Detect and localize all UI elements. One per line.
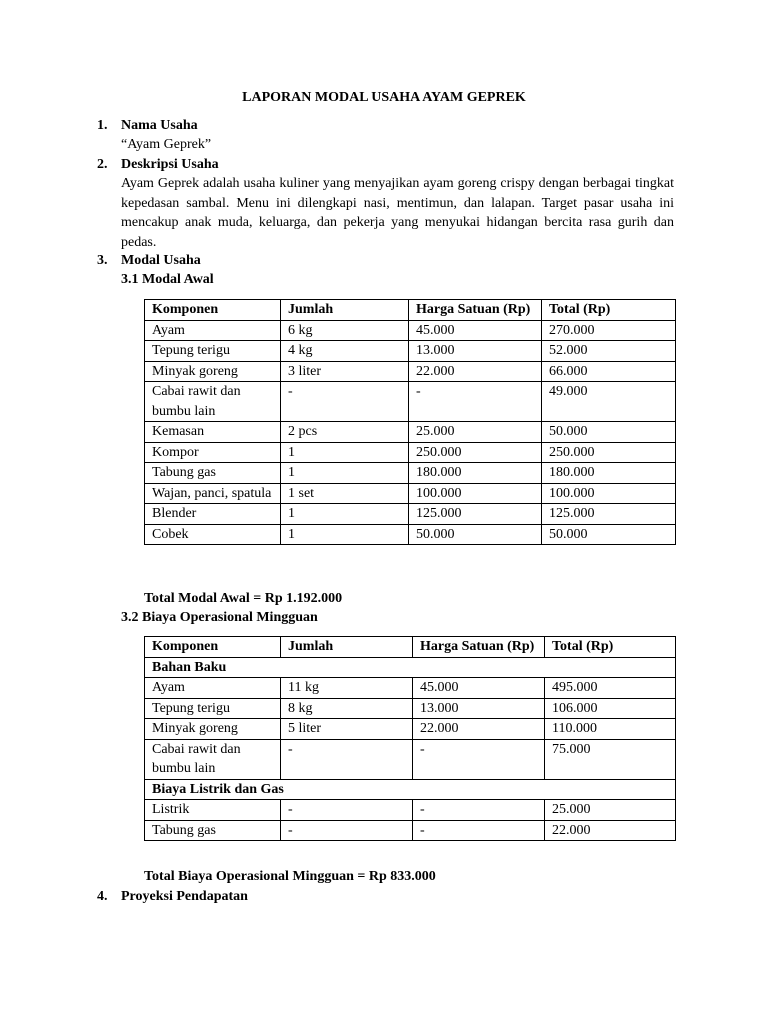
table-row — [145, 820, 676, 841]
cell-komponen: Tepung terigu — [145, 698, 281, 719]
table-row — [145, 504, 676, 525]
column-header-harga-satuan: Harga Satuan (Rp) — [413, 637, 545, 658]
cell-total: 250.000 — [542, 442, 676, 463]
document-title: LAPORAN MODAL USAHA AYAM GEPREK — [242, 90, 526, 105]
cell-jumlah: 3 liter — [281, 361, 409, 382]
table-header-row — [145, 300, 676, 321]
cell-komponen: Blender — [145, 504, 281, 525]
cell-komponen: Minyak goreng — [145, 719, 281, 740]
cell-komponen: Tabung gas — [145, 463, 281, 484]
cell-total: 180.000 — [542, 463, 676, 484]
cell-komponen: Cabai rawit dan bumbu lain — [145, 382, 281, 422]
section-number-2: 2. — [97, 157, 108, 172]
cell-total: 52.000 — [542, 341, 676, 362]
total-modal-awal: Total Modal Awal = Rp 1.192.000 — [144, 591, 343, 606]
cell-jumlah: 11 kg — [281, 678, 413, 699]
modal-awal-table — [144, 299, 676, 545]
cell-komponen: Minyak goreng — [145, 361, 281, 382]
table-row — [145, 361, 676, 382]
cell-komponen: Ayam — [145, 678, 281, 699]
cell-harga-satuan: 22.000 — [413, 719, 545, 740]
table-row — [145, 483, 676, 504]
table-row — [145, 678, 676, 699]
table-row — [145, 698, 676, 719]
cell-harga-satuan: - — [413, 739, 545, 779]
table-row — [145, 463, 676, 484]
cell-harga-satuan: - — [413, 820, 545, 841]
cell-jumlah: 1 — [281, 504, 409, 525]
cell-total: 100.000 — [542, 483, 676, 504]
table-row — [145, 524, 676, 545]
column-header-total: Total (Rp) — [545, 637, 676, 658]
table-row — [145, 442, 676, 463]
cell-total: 66.000 — [542, 361, 676, 382]
cell-jumlah: 1 — [281, 442, 409, 463]
subsection-heading-biaya-operasional: 3.2 Biaya Operasional Mingguan — [121, 610, 318, 625]
cell-harga-satuan: 22.000 — [409, 361, 542, 382]
subsection-heading-modal-awal: 3.1 Modal Awal — [121, 272, 214, 287]
group-label-bahan-baku: Bahan Baku — [145, 657, 676, 678]
cell-total: 50.000 — [542, 524, 676, 545]
cell-total: 270.000 — [542, 320, 676, 341]
cell-harga-satuan: 13.000 — [413, 698, 545, 719]
cell-jumlah: 1 — [281, 524, 409, 545]
cell-komponen: Cabai rawit dan bumbu lain — [145, 739, 281, 779]
table-header-row — [145, 637, 676, 658]
column-header-jumlah: Jumlah — [281, 637, 413, 658]
cell-total: 110.000 — [545, 719, 676, 740]
cell-harga-satuan: 13.000 — [409, 341, 542, 362]
cell-komponen: Kompor — [145, 442, 281, 463]
section-number-4: 4. — [97, 889, 108, 904]
total-biaya-operasional: Total Biaya Operasional Mingguan = Rp 833.000 — [144, 869, 436, 884]
cell-jumlah: 8 kg — [281, 698, 413, 719]
cell-jumlah: 5 liter — [281, 719, 413, 740]
cell-komponen: Cobek — [145, 524, 281, 545]
cell-total: 25.000 — [545, 800, 676, 821]
cell-total: 495.000 — [545, 678, 676, 699]
section-number-3: 3. — [97, 253, 108, 268]
column-header-komponen: Komponen — [145, 637, 281, 658]
cell-total: 22.000 — [545, 820, 676, 841]
table-row — [145, 341, 676, 362]
cell-komponen: Listrik — [145, 800, 281, 821]
biaya-operasional-table — [144, 636, 676, 841]
section-heading-nama-usaha: Nama Usaha — [121, 118, 198, 133]
cell-harga-satuan: 25.000 — [409, 422, 542, 443]
section-heading-proyeksi-pendapatan: Proyeksi Pendapatan — [121, 889, 248, 904]
cell-total: 106.000 — [545, 698, 676, 719]
cell-harga-satuan: 180.000 — [409, 463, 542, 484]
section-heading-deskripsi-usaha: Deskripsi Usaha — [121, 157, 219, 172]
cell-total: 75.000 — [545, 739, 676, 779]
cell-harga-satuan: - — [413, 800, 545, 821]
column-header-jumlah: Jumlah — [281, 300, 409, 321]
cell-komponen: Wajan, panci, spatula — [145, 483, 281, 504]
business-name-value: “Ayam Geprek” — [121, 137, 212, 152]
cell-jumlah: 4 kg — [281, 341, 409, 362]
table-row — [145, 320, 676, 341]
cell-total: 50.000 — [542, 422, 676, 443]
group-row-listrik-gas — [145, 779, 676, 800]
cell-jumlah: - — [281, 800, 413, 821]
table-row — [145, 739, 676, 779]
cell-komponen: Kemasan — [145, 422, 281, 443]
cell-jumlah: - — [281, 382, 409, 422]
cell-jumlah: 1 — [281, 463, 409, 484]
cell-jumlah: 6 kg — [281, 320, 409, 341]
cell-komponen: Tabung gas — [145, 820, 281, 841]
cell-harga-satuan: 45.000 — [413, 678, 545, 699]
cell-total: 49.000 — [542, 382, 676, 422]
table-row — [145, 382, 676, 422]
table-row — [145, 719, 676, 740]
column-header-harga-satuan: Harga Satuan (Rp) — [409, 300, 542, 321]
cell-jumlah: - — [281, 820, 413, 841]
group-label-listrik-gas: Biaya Listrik dan Gas — [145, 779, 676, 800]
cell-harga-satuan: 50.000 — [409, 524, 542, 545]
table-row — [145, 422, 676, 443]
cell-harga-satuan: 250.000 — [409, 442, 542, 463]
cell-total: 125.000 — [542, 504, 676, 525]
cell-jumlah: - — [281, 739, 413, 779]
cell-harga-satuan: 100.000 — [409, 483, 542, 504]
section-number-1: 1. — [97, 118, 108, 133]
section-heading-modal-usaha: Modal Usaha — [121, 253, 201, 268]
table-row — [145, 800, 676, 821]
cell-komponen: Ayam — [145, 320, 281, 341]
cell-komponen: Tepung terigu — [145, 341, 281, 362]
column-header-komponen: Komponen — [145, 300, 281, 321]
column-header-total: Total (Rp) — [542, 300, 676, 321]
cell-harga-satuan: 125.000 — [409, 504, 542, 525]
cell-jumlah: 1 set — [281, 483, 409, 504]
cell-harga-satuan: 45.000 — [409, 320, 542, 341]
business-description: Ayam Geprek adalah usaha kuliner yang menyajikan ayam goreng crispy dengan berbagai tingkat kepedasan sambal. Menu ini dilengkapi nasi, mentimun, dan lalapan. Target pasar usaha ini mencakup anak muda, keluarga, dan pekerja yang menyukai hidangan bercita rasa gurih dan pedas. — [121, 176, 674, 250]
cell-harga-satuan: - — [409, 382, 542, 422]
cell-jumlah: 2 pcs — [281, 422, 409, 443]
group-row-bahan-baku — [145, 657, 676, 678]
